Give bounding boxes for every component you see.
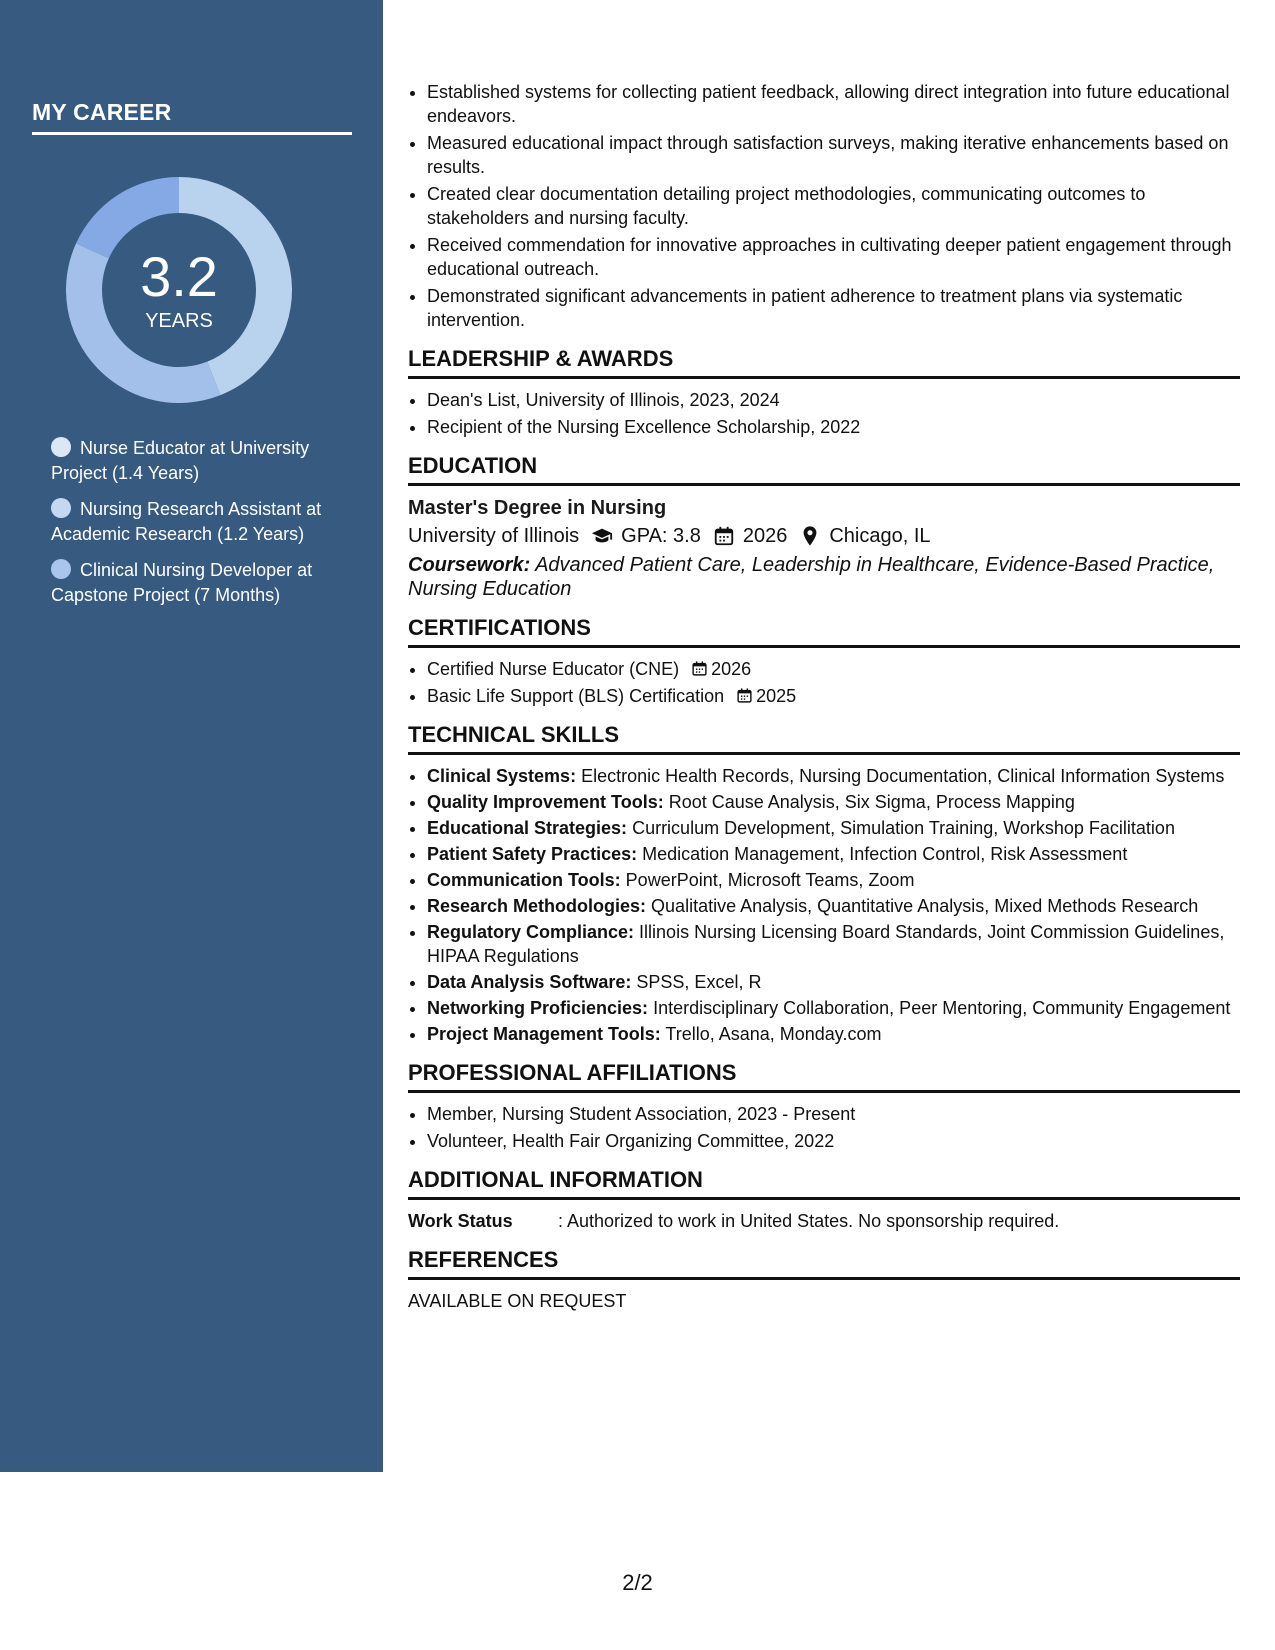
list-item: • Created clear documentation detailing project methodologies, communicating outcomes to stakeholders and nursing faculty. — [427, 182, 1240, 230]
career-legend-item — [51, 497, 341, 546]
additional-info-heading: ADDITIONAL INFORMATION — [408, 1166, 1240, 1200]
skill-values: Trello, Asana, Monday.com — [660, 1024, 882, 1044]
skill-category: Networking Proficiencies: — [427, 998, 649, 1018]
skill-category: Educational Strategies: — [427, 818, 628, 838]
education-heading: EDUCATION — [408, 452, 1240, 486]
skill-category: Regulatory Compliance: — [427, 922, 635, 942]
list-item: • Member, Nursing Student Association, 2023 - Present — [427, 1102, 1240, 1126]
experience-bullets — [408, 80, 1240, 332]
map-pin-icon — [799, 525, 821, 547]
list-item — [427, 764, 1240, 788]
leadership-heading: LEADERSHIP & AWARDS — [408, 345, 1240, 379]
career-legend-label: Nurse Educator at University Project (1.4 Years) — [51, 438, 310, 483]
graduation-year: 2026 — [742, 525, 788, 547]
skill-values: SPSS, Excel, R — [631, 972, 762, 992]
career-legend — [51, 436, 341, 619]
list-item: • Measured educational impact through satisfaction surveys, making iterative enhancements based on results. — [427, 131, 1240, 179]
career-total — [66, 177, 292, 403]
coursework-label: Coursework: — [408, 554, 531, 576]
skill-values: Illinois Nursing Licensing Board Standards, Joint Commission Guidelines, HIPAA Regulations — [427, 922, 1225, 966]
skill-category: Clinical Systems: — [427, 766, 577, 786]
references-text: AVAILABLE ON REQUEST — [408, 1291, 627, 1311]
list-item — [427, 1022, 1240, 1046]
skill-values: PowerPoint, Microsoft Teams, Zoom — [620, 870, 915, 890]
skill-category: Quality Improvement Tools: — [427, 792, 664, 812]
career-legend-label: Clinical Nursing Developer at Capstone Project (7 Months) — [51, 560, 313, 605]
list-item — [427, 842, 1240, 866]
career-legend-item — [51, 436, 341, 485]
skill-values: Interdisciplinary Collaboration, Peer Mentoring, Community Engagement — [648, 998, 1231, 1018]
school-location: Chicago, IL — [829, 525, 931, 547]
page-number: 2/2 — [622, 1570, 653, 1595]
affiliations-heading: PROFESSIONAL AFFILIATIONS — [408, 1059, 1240, 1093]
list-item — [427, 657, 1240, 681]
skill-values: Root Cause Analysis, Six Sigma, Process Mapping — [663, 792, 1075, 812]
certifications-heading: CERTIFICATIONS — [408, 614, 1240, 648]
list-item — [427, 970, 1240, 994]
work-status-row — [408, 1209, 1240, 1233]
education-details — [408, 521, 1240, 551]
education-entry — [408, 495, 1240, 601]
career-total-unit: YEARS — [145, 310, 213, 332]
list-item — [427, 790, 1240, 814]
list-item — [427, 996, 1240, 1020]
skill-category: Communication Tools: — [427, 870, 621, 890]
legend-dot-icon — [51, 498, 71, 518]
list-item: • Volunteer, Health Fair Organizing Committee, 2022 — [427, 1129, 1240, 1153]
certifications-list — [408, 657, 1240, 708]
references-heading: REFERENCES — [408, 1246, 1240, 1280]
skill-values: Electronic Health Records, Nursing Documentation, Clinical Information Systems — [576, 766, 1225, 786]
coursework — [408, 553, 1240, 601]
graduation-cap-icon — [591, 525, 613, 547]
coursework-list: Advanced Patient Care, Leadership in Healthcare, Evidence-Based Practice, Nursing Education — [408, 554, 1215, 600]
certification-year: 2026 — [711, 659, 752, 679]
calendar-icon — [736, 687, 753, 704]
work-status-value: : Authorized to work in United States. No sponsorship required. — [558, 1211, 1060, 1231]
degree-title: Master's Degree in Nursing — [408, 497, 667, 519]
skills-list — [408, 764, 1240, 1046]
affiliations-list — [408, 1102, 1240, 1153]
list-item — [427, 920, 1240, 968]
skills-heading: TECHNICAL SKILLS — [408, 721, 1240, 755]
legend-dot-icon — [51, 559, 71, 579]
certification-name: Certified Nurse Educator (CNE) — [427, 659, 680, 679]
career-legend-item — [51, 558, 341, 607]
leadership-list — [408, 388, 1240, 439]
certification-name: Basic Life Support (BLS) Certification — [427, 686, 725, 706]
list-item — [427, 868, 1240, 892]
school-name: University of Illinois — [408, 525, 580, 547]
gpa: GPA: 3.8 — [621, 525, 701, 547]
career-total-value: 3.2 — [140, 245, 218, 308]
list-item — [427, 684, 1240, 708]
certification-year: 2025 — [756, 686, 797, 706]
list-item: • Received commendation for innovative approaches in cultivating deeper patient engagement through educational outreach. — [427, 233, 1240, 281]
list-item: • Dean's List, University of Illinois, 2023, 2024 — [427, 388, 1240, 412]
list-item: • Recipient of the Nursing Excellence Scholarship, 2022 — [427, 415, 1240, 439]
skill-values: Qualitative Analysis, Quantitative Analysis, Mixed Methods Research — [646, 896, 1199, 916]
main-content — [408, 80, 1240, 1313]
list-item — [427, 816, 1240, 840]
list-item: • Established systems for collecting patient feedback, allowing direct integration into future educational endeavors. — [427, 80, 1240, 128]
skill-category: Project Management Tools: — [427, 1024, 661, 1044]
career-legend-label: Nursing Research Assistant at Academic Research (1.2 Years) — [51, 499, 322, 544]
list-item — [427, 894, 1240, 918]
sidebar — [0, 0, 383, 1472]
work-status-label: Work Status — [408, 1211, 513, 1231]
skill-category: Patient Safety Practices: — [427, 844, 638, 864]
skill-values: Curriculum Development, Simulation Training, Workshop Facilitation — [627, 818, 1175, 838]
skill-values: Medication Management, Infection Control, Risk Assessment — [637, 844, 1128, 864]
legend-dot-icon — [51, 437, 71, 457]
calendar-icon — [691, 660, 708, 677]
skill-category: Data Analysis Software: — [427, 972, 632, 992]
career-title: MY CAREER — [32, 99, 352, 135]
calendar-icon — [713, 525, 735, 547]
list-item: • Demonstrated significant advancements in patient adherence to treatment plans via systematic intervention. — [427, 284, 1240, 332]
skill-category: Research Methodologies: — [427, 896, 647, 916]
